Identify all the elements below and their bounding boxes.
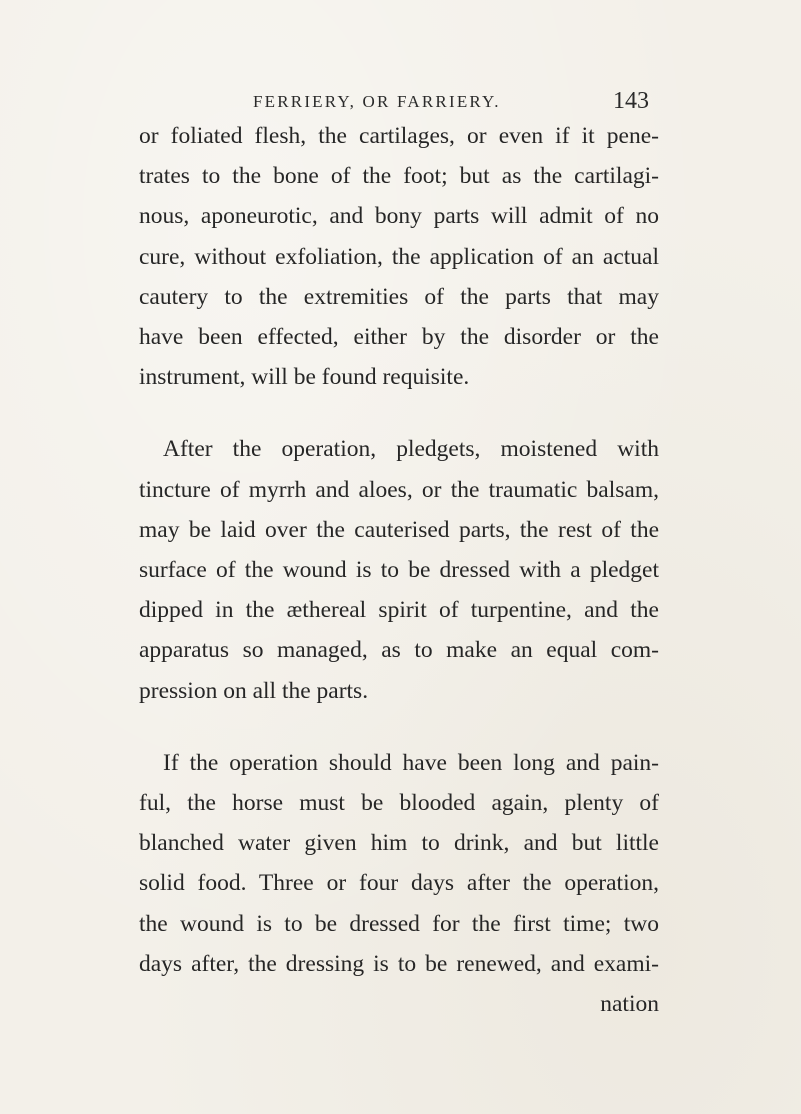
text-line: cautery to the extremities of the parts that may [139, 283, 659, 310]
text-line: nous, aponeurotic, and bony parts will admit of no [139, 203, 659, 230]
text-line: dipped in the æthereal spirit of turpentine, and the [139, 597, 659, 624]
body-text [139, 116, 659, 1024]
text-line: trates to the bone of the foot; but as the cartilagi- [139, 163, 659, 190]
text-line: cure, without exfoliation, the application of an actual [139, 243, 659, 270]
running-head: FERRIERY, OR FARRIERY. [253, 92, 501, 111]
paragraph-3 [139, 743, 659, 1024]
text-line: days after, the dressing is to be renewed, and exami- [139, 950, 659, 977]
text-line: apparatus so managed, as to make an equal com- [139, 637, 659, 664]
text-line: ful, the horse must be blooded again, plenty of [139, 790, 659, 817]
text-line: may be laid over the cauterised parts, the rest of the [139, 516, 659, 543]
text-line: or foliated flesh, the cartilages, or even if it pene- [139, 123, 659, 149]
paragraph-1 [139, 116, 659, 397]
text-line: the wound is to be dressed for the first time; two [139, 910, 659, 937]
page-number: 143 [613, 88, 649, 114]
catchword: nation [600, 991, 659, 1018]
text-line: blanched water given him to drink, and but little [139, 830, 659, 857]
text-line: solid food. Three or four days after the operation, [139, 870, 659, 897]
text-line: tincture of myrrh and aloes, or the traumatic balsam, [139, 476, 659, 503]
text-line: If the operation should have been long and pain- [163, 749, 659, 776]
text-line: pression on all the parts. [139, 677, 369, 704]
text-line: have been effected, either by the disorder or the [139, 324, 659, 351]
paragraph-2 [139, 429, 659, 710]
text-line: After the operation, pledgets, moistened with [163, 436, 659, 463]
text-line: instrument, will be found requisite. [139, 364, 470, 391]
text-line: surface of the wound is to be dressed with a pledget [139, 557, 659, 584]
